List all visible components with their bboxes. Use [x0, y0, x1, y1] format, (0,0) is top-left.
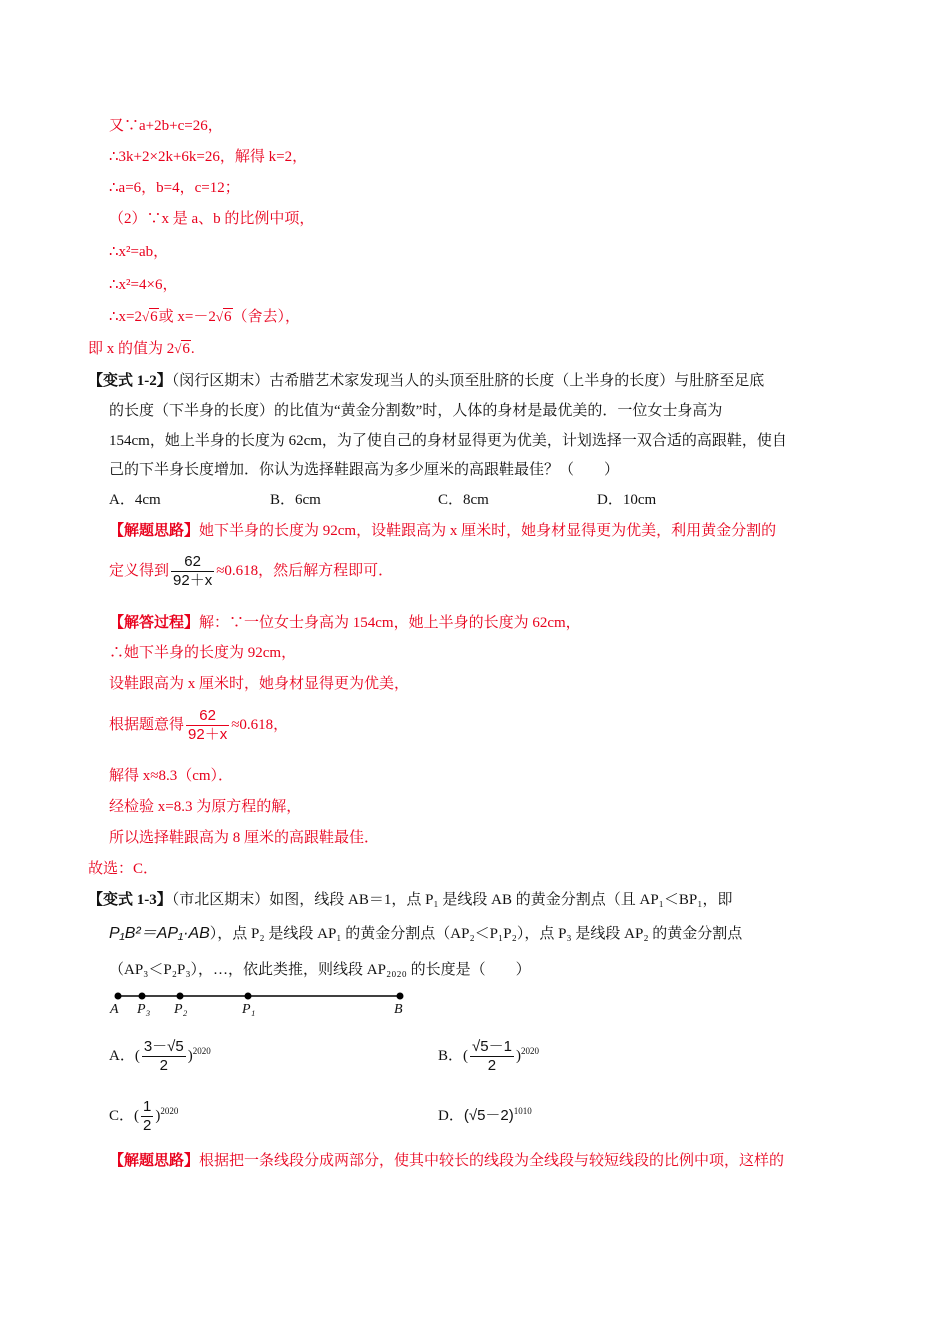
segment-figure [110, 988, 410, 1028]
variant12-tag: 【变式 1-2】 [88, 373, 172, 389]
solution-line-8c: . [190, 341, 195, 357]
option-a[interactable]: A．4cm [109, 492, 161, 508]
option-13-d[interactable] [438, 1096, 532, 1136]
fraction-62-over-92x [186, 707, 229, 744]
paren: ( [463, 1048, 469, 1064]
solution-line-8 [88, 339, 195, 359]
label-b: B [394, 1002, 403, 1017]
variant13-tag: 【变式 1-3】 [88, 892, 172, 908]
exponent: 1010 [513, 1106, 532, 1116]
thinking-2b: ≈0.618，然后解方程即可． [216, 563, 394, 579]
solution-line-6: ∴x²=4×6， [109, 277, 178, 293]
label-a: A [110, 1002, 119, 1017]
paren: ( [134, 1048, 140, 1064]
solution-line-8a: 即 x 的值为 2 [88, 341, 175, 357]
paren: ) [155, 1108, 161, 1124]
solution-line-7a: ∴x=2 [109, 309, 143, 325]
solution-line-4: （2）∵x 是 a、b 的比例中项， [109, 211, 315, 227]
radical-icon: √ [215, 309, 224, 324]
option-expression: (√5－2) [463, 1107, 514, 1124]
fraction-numerator: 62 [186, 707, 229, 726]
variant12-line-2: 的长度（下半身的长度）的比值为“黄金分割数”时，人体的身材是最优美的．一位女士身高为 [109, 403, 723, 419]
point-p2 [177, 993, 184, 1000]
option-13-a[interactable] [109, 1036, 211, 1076]
fraction-denominator: 92＋x [188, 726, 228, 744]
fraction-numerator: 62 [171, 553, 214, 572]
thinking-text: 她下半身的长度为 92cm，设鞋跟高为 x 厘米时，她身材显得更为优美，利用黄金分割的 [199, 523, 777, 539]
radical-icon: √ [142, 309, 150, 324]
label-p3: P₃ [137, 1002, 151, 1017]
fraction-denominator: 2 [487, 1057, 497, 1075]
label-p2: P₂ [174, 1002, 188, 1017]
formula: P₁B²＝AP₁·AB [109, 925, 210, 942]
process-4b: ≈0.618， [231, 717, 289, 733]
variant12-line-4: 己的下半身长度增加．你认为选择鞋跟高为多少厘米的高跟鞋最佳？（ ） [109, 462, 620, 478]
thinking-2a: 定义得到 [109, 563, 170, 579]
option-label: C． [109, 1108, 135, 1124]
solution-line-7e: （舍去）， [232, 309, 301, 325]
option-label: A． [109, 1048, 135, 1064]
radicand: 6 [224, 309, 232, 325]
option-label: D． [438, 1108, 464, 1124]
variant13-p2b: ），点 P₂ 是线段 AP₁ 的黄金分割点（AP₂＜P₁P₂），点 P₃ 是线段 AP₂ 的黄金分割点 [209, 926, 743, 942]
process-text: 解：∵一位女士身高为 154cm，她上半身的长度为 62cm， [199, 615, 581, 631]
option-13-c[interactable] [109, 1096, 178, 1136]
point-a [115, 993, 122, 1000]
fraction-62-over-92x [171, 553, 214, 590]
variant12-line-3: 154cm，她上半身的长度为 62cm，为了使自己的身材显得更为优美，计划选择一双合适的高跟鞋，使自 [109, 433, 787, 449]
variant13-p1: （市北区期末）如图，线段 AB＝1，点 P₁ 是线段 AB 的黄金分割点（且 AP₁＜BP₁，即 [171, 892, 733, 908]
process-4a: 根据题意得 [109, 717, 185, 733]
paren: ) [515, 1048, 521, 1064]
exponent: 2020 [160, 1106, 179, 1116]
exponent: 2020 [192, 1046, 211, 1056]
solution-line-3: ∴a=6，b=4，c=12； [109, 180, 240, 196]
variant13-line-2 [109, 924, 742, 944]
solution-line-5: ∴x²=ab， [109, 244, 169, 260]
process-line-5: 解得 x≈8.3（cm）． [109, 768, 234, 784]
thinking-text: 根据把一条线段分成两部分，使其中较长的线段为全线段与较短线段的比例中项，这样的 [199, 1153, 785, 1169]
option-c[interactable]: C．8cm [438, 492, 489, 508]
process-line-3: 设鞋跟高为 x 厘米时，她身材显得更为优美， [109, 676, 410, 692]
fraction-denominator: 2 [143, 1117, 152, 1135]
point-b [397, 993, 404, 1000]
option-b[interactable]: B．6cm [270, 492, 321, 508]
process-line-2: ∴她下半身的长度为 92cm， [109, 645, 297, 661]
radicand: 6 [182, 341, 190, 357]
process-line-6: 经检验 x=8.3 为原方程的解， [109, 799, 302, 815]
fraction-denominator: 2 [159, 1057, 168, 1075]
solution-line-1: 又∵a+2b+c=26， [109, 118, 223, 134]
solution-line-2: ∴3k+2×2k+6k=26，解得 k=2， [109, 149, 308, 165]
process-line-1 [109, 613, 581, 633]
fraction [141, 1098, 153, 1135]
process-line-7: 所以选择鞋跟高为 8 厘米的高跟鞋最佳． [109, 830, 380, 846]
option-13-b[interactable] [438, 1036, 539, 1076]
variant12-p1: （闵行区期末）古希腊艺术家发现当人的头顶至肚脐的长度（上半身的长度）与肚脐至足底 [171, 373, 765, 389]
paren: ( [134, 1108, 140, 1124]
segment-svg [110, 988, 410, 1028]
option-d[interactable]: D．10cm [597, 492, 657, 508]
fraction [470, 1038, 514, 1075]
answer-line: 故选：C． [88, 861, 159, 877]
radical-icon: √ [174, 341, 182, 356]
thinking-13-line-1 [109, 1151, 784, 1171]
variant13-line-1 [88, 890, 732, 910]
thinking-tag: 【解题思路】 [109, 1153, 200, 1169]
solution-line-7c: 或 x=－2 [158, 309, 216, 325]
variant13-line-3: （AP₃＜P₂P₃），…，依此类推，则线段 AP₂₀₂₀ 的长度是（ ） [109, 962, 531, 978]
process-line-4 [109, 705, 288, 745]
radicand: 6 [150, 309, 158, 325]
fraction-numerator: 3－√5 [143, 1038, 184, 1056]
solution-line-7 [109, 307, 300, 327]
fraction [142, 1038, 186, 1075]
variant12-line-1 [88, 371, 764, 391]
thinking-12-line-1 [109, 521, 776, 541]
point-p1 [245, 993, 252, 1000]
fraction-numerator: √5－1 [472, 1038, 512, 1056]
exponent: 2020 [520, 1046, 539, 1056]
label-p1: P₁ [242, 1002, 256, 1017]
process-tag: 【解答过程】 [109, 615, 200, 631]
option-label: B． [438, 1048, 464, 1064]
fraction-denominator: 92＋x [173, 572, 213, 590]
point-p3 [139, 993, 146, 1000]
fraction-numerator: 1 [143, 1098, 152, 1116]
paren: ) [187, 1048, 193, 1064]
thinking-tag: 【解题思路】 [109, 523, 200, 539]
thinking-12-line-2 [109, 551, 393, 591]
